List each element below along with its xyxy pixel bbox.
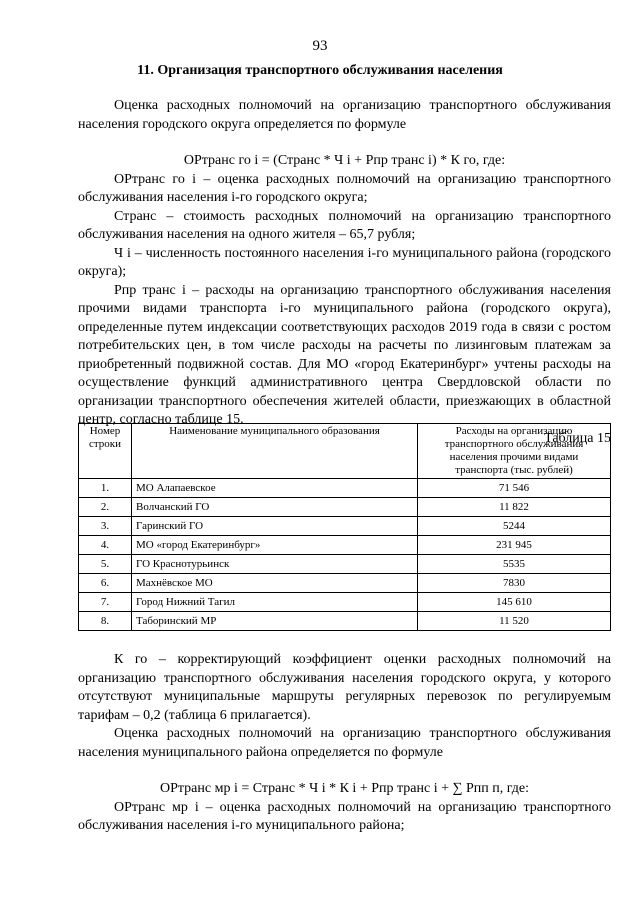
row-name: МО Алапаевское <box>132 479 418 498</box>
definition-k-go: К го – корректирующий коэффициент оценки расходных полномочий на организацию транспортного обслуживания населения городского округа, у которого отсутствуют муниципальные маршруты регулярных перевозок по регулируемым тарифам – 0,2 (таблица 6 прилагается). <box>78 652 611 723</box>
header-name: Наименование муниципального образования <box>132 424 418 479</box>
table-row <box>79 555 611 574</box>
definition-or-district: ОРтранс мр i – оценка расходных полномочий на организацию транспортного обслуживания населения i-го муниципального района; <box>78 799 611 833</box>
row-name: Махнёвское МО <box>132 574 418 593</box>
header-expenses: Расходы на организацию транспортного обслуживания населения прочими видами транспорта (тыс. рублей) <box>418 424 611 479</box>
text-block-top <box>78 97 611 448</box>
row-value: 7830 <box>418 574 611 593</box>
row-value: 11 822 <box>418 498 611 517</box>
page-number: 93 <box>312 38 328 54</box>
row-name: Волчанский ГО <box>132 498 418 517</box>
table-row <box>79 517 611 536</box>
table-row <box>79 536 611 555</box>
row-number: 4. <box>79 536 132 555</box>
row-name: ГО Краснотурьинск <box>132 555 418 574</box>
row-name: Гаринский ГО <box>132 517 418 536</box>
row-value: 231 945 <box>418 536 611 555</box>
header-number: Номер строки <box>79 424 132 479</box>
paragraph-intro: Оценка расходных полномочий на организацию транспортного обслуживания населения городского округа определяется по формуле <box>78 98 611 132</box>
row-number: 7. <box>79 593 132 612</box>
table-header-row <box>79 424 611 479</box>
row-number: 6. <box>79 574 132 593</box>
expenses-table <box>78 423 611 631</box>
row-number: 8. <box>79 612 132 631</box>
formula-city: ОРтранс го i = (Странс * Ч i + Рпр транс i) * К го, где: <box>183 153 506 168</box>
row-value: 71 546 <box>418 479 611 498</box>
definition-strans: Странс – стоимость расходных полномочий на организацию транспортного обслуживания населения на одного жителя – 65,7 рубля; <box>78 208 611 242</box>
row-value: 11 520 <box>418 612 611 631</box>
row-name: Город Нижний Тагил <box>132 593 418 612</box>
table-caption: Таблица 15 <box>544 430 611 446</box>
formula-district: ОРтранс мр i = Странс * Ч i * К i + Рпр транс i + ∑ Рпп п, где: <box>159 781 529 796</box>
table-row <box>79 498 611 517</box>
row-number: 5. <box>79 555 132 574</box>
table-row <box>79 612 611 631</box>
definition-rpr: Рпр транс i – расходы на организацию транспортного обслуживания населения прочими видами транспорта i-го муниципального района (городского округа), определенные путем индексации соответствующих расходов 2019 года в связи с ростом потребительских цен, в том числе расходы на расчеты по лизинговым платежам за приобретенный подвижной состав. Для МО «город Екатеринбург» учтены расходы на осуществление функций административного центра Свердловской области по организации транспортного обеспечения жителей области, приезжающих в областной центр, согласно таблице 15. <box>78 282 611 427</box>
section-heading: 11. Организация транспортного обслуживания населения <box>137 63 503 78</box>
row-number: 2. <box>79 498 132 517</box>
definition-or-city: ОРтранс го i – оценка расходных полномочий на организацию транспортного обслуживания населения i-го городского округа; <box>78 171 611 205</box>
paragraph-district: Оценка расходных полномочий на организацию транспортного обслуживания населения муниципального района определяется по формуле <box>78 726 611 760</box>
table-row <box>79 574 611 593</box>
text-block-bottom <box>78 651 611 836</box>
row-name: Таборинский МР <box>132 612 418 631</box>
table-row <box>79 593 611 612</box>
row-value: 145 610 <box>418 593 611 612</box>
row-value: 5244 <box>418 517 611 536</box>
table-row <box>79 479 611 498</box>
row-number: 1. <box>79 479 132 498</box>
definition-population: Ч i – численность постоянного населения i-го муниципального района (городского округа); <box>78 245 611 279</box>
table-block <box>78 423 611 631</box>
row-name: МО «город Екатеринбург» <box>132 536 418 555</box>
row-value: 5535 <box>418 555 611 574</box>
row-number: 3. <box>79 517 132 536</box>
